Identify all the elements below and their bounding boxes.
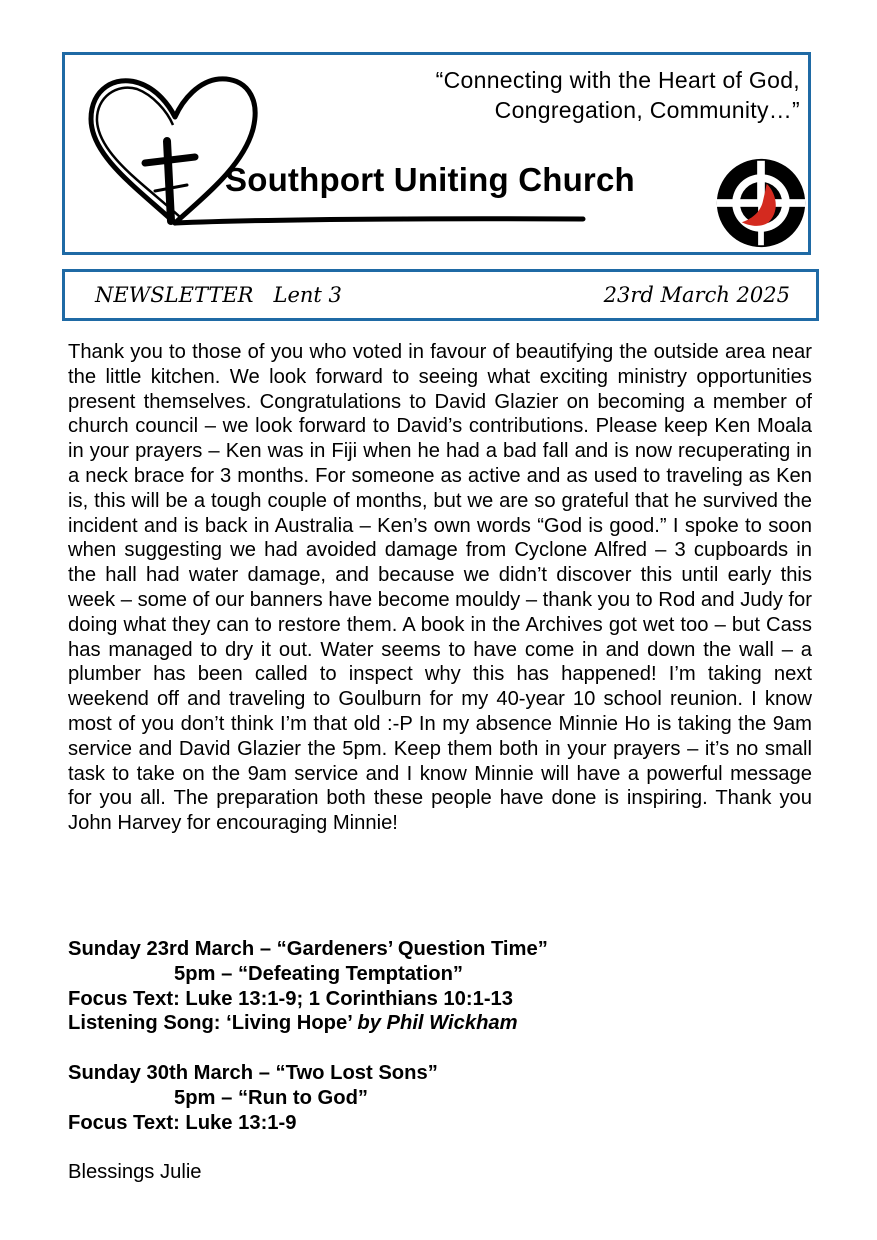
tagline-line-2: Congregation, Community…” (494, 97, 800, 123)
signoff: Blessings Julie (68, 1161, 202, 1184)
service-schedule (68, 937, 812, 1185)
pastor-message: Thank you to those of you who voted in favour of beautifying the outside area near the little kitchen. We look forward to seeing what exciting ministry opportunities present themselves. Congratulations to David Glazier on becoming a member of church council – we look forward to David’s contributions. Please keep Ken Moala in your prayers – Ken was in Fiji when he had a bad fall and is now recuperating in a neck brace for 3 months. For someone as active and as used to traveling as Ken is, this will be a tough couple of months, but we are so grateful that he survived the incident and is back in Australia – Ken’s own words “God is good.” I spoke to soon when suggesting we had avoided damage from Cyclone Alfred – 3 cupboards in the hall had water damage, and because we didn’t discover this until early this week – some of our banners have become mouldy – thank you to Rod and Judy for doing what they can to restore them. A book in the Archives got wet too – but Cass has managed to dry it out. Water seems to have come in and down the wall – a plumber has been called to inspect why this has happened! I’m taking next weekend off and traveling to Goulburn for my 40-year 10 school reunion. I know most of you don’t think I’m that old :-P In my absence Minnie Ho is taking the 9am service and David Glazier the 5pm. Keep them both in your prayers – it’s no small task to take on the 9am service and I know Minnie will have a powerful message for you all. The preparation both these people have done is inspiring. Thank you John Harvey for encouraging Minnie! (68, 341, 813, 835)
service-sunday-1: Sunday 23rd March – “Gardeners’ Question Time” (68, 938, 548, 960)
newsletter-banner (62, 269, 819, 321)
focus-text-1: Focus Text: Luke 13:1-9; 1 Corinthians 10:1-13 (68, 987, 513, 1010)
newsletter-date: 23rd March 2025 (603, 283, 790, 307)
service-evening-1: 5pm – “Defeating Temptation” (174, 962, 464, 985)
service-sunday-2: Sunday 30th March – “Two Lost Sons” (68, 1061, 438, 1084)
service-evening-2: 5pm – “Run to God” (174, 1086, 369, 1109)
spacer (68, 1135, 812, 1160)
church-name: Southport Uniting Church (225, 161, 635, 198)
uniting-church-logo (713, 155, 809, 251)
newsletter-title (95, 283, 342, 307)
focus-text-2: Focus Text: Luke 13:1-9 (68, 1111, 297, 1134)
masthead (62, 52, 811, 255)
newsletter-label: NEWSLETTER (95, 283, 254, 307)
spacer (68, 1036, 812, 1061)
season-label: Lent 3 (273, 283, 342, 307)
tagline (436, 65, 800, 125)
tagline-line-1: “Connecting with the Heart of God, (435, 67, 800, 93)
listening-song-title: Listening Song: ‘Living Hope’ (68, 1012, 352, 1035)
listening-song (68, 1011, 812, 1036)
listening-song-artist: by Phil Wickham (357, 1012, 518, 1035)
